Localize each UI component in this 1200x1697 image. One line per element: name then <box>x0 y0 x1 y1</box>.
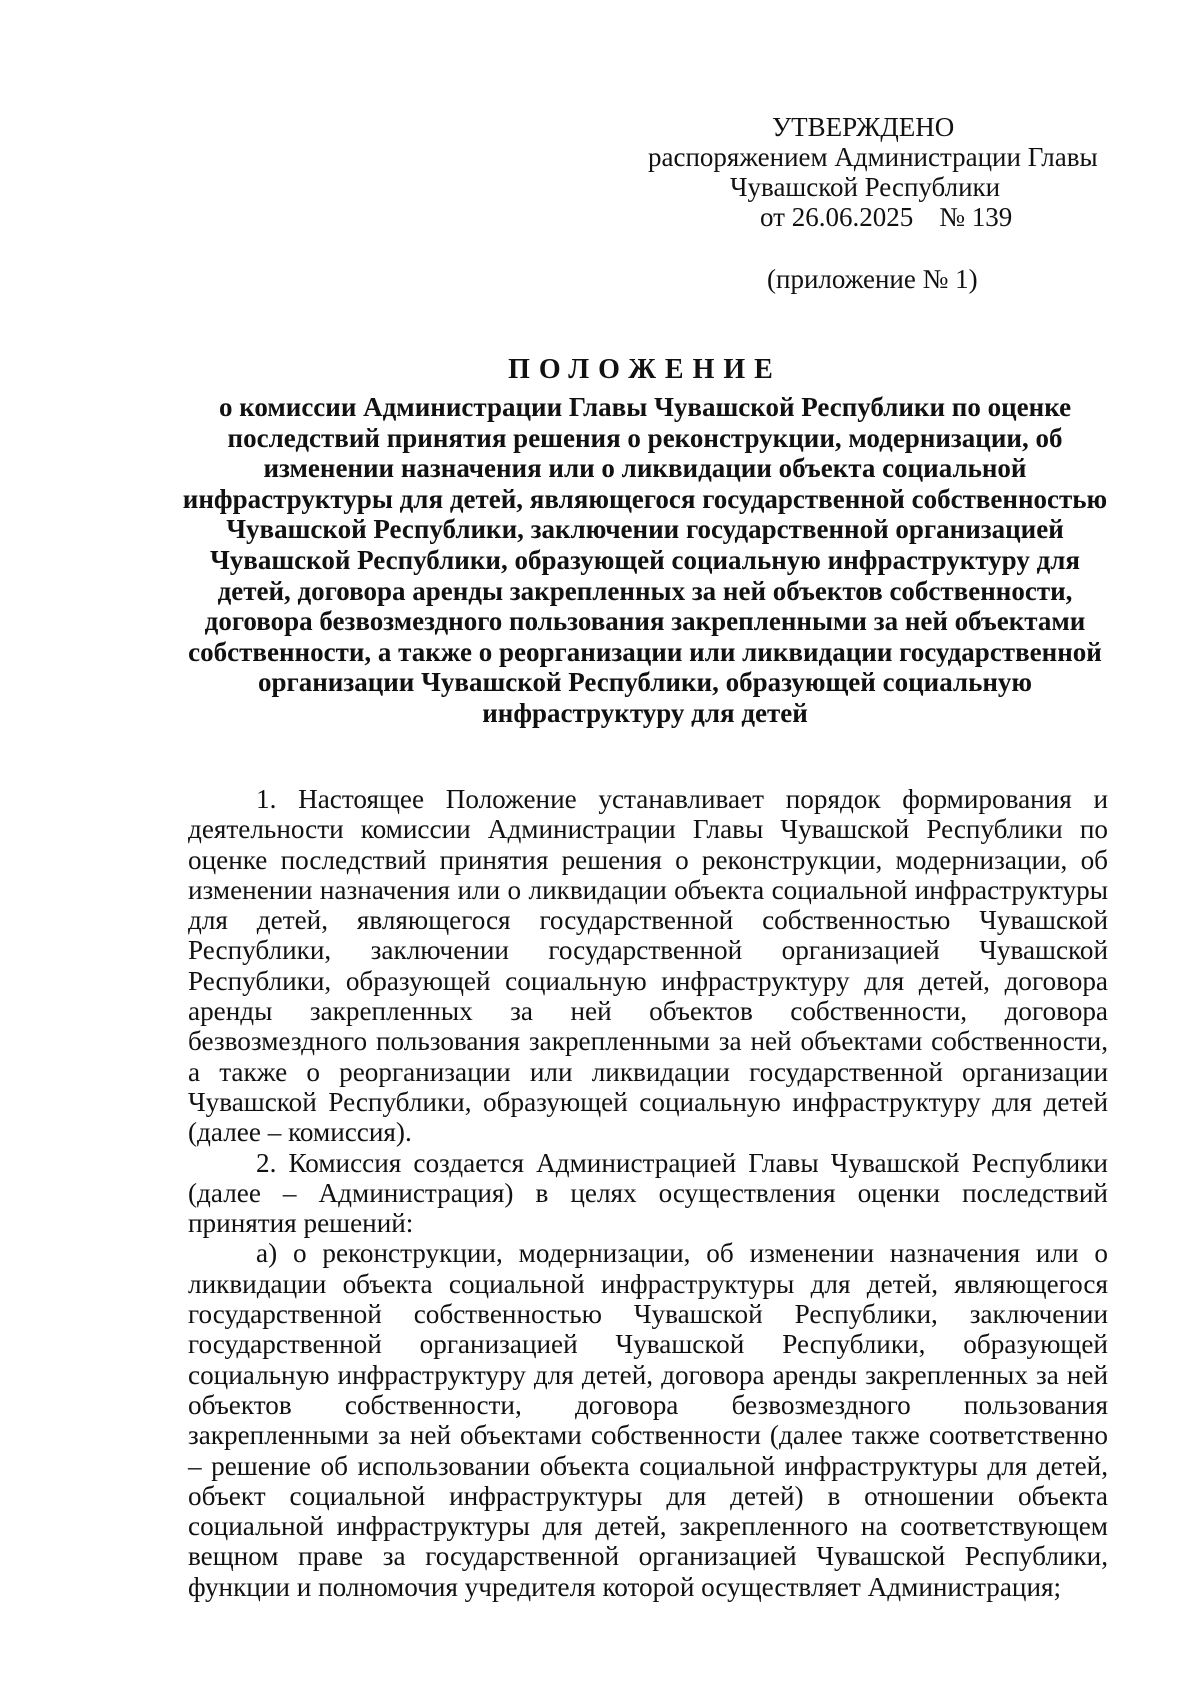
document-subtitle: о комиссии Администрации Главы Чувашской Республики по оценке последствий принятия решения о реконструкции, модернизации, об изменении назначения или о ликвидации объекта социальной инфраструктуры для детей, являющегося государственной собственностью Чувашской Республики, заключении государственной организацией Чувашской Республики, образующей социальную инфраструктуру для детей, договора аренды закрепленных за ней объектов собственности, договора безвозмездного пользования закрепленными за ней объектами собственности, а также о реорганизации или ликвидации государственной организации Чувашской Республики, образующей социальную инфраструктуру для детей <box>182 392 1108 728</box>
approval-heading: УТВЕРЖДЕНО <box>772 112 955 142</box>
appendix-label: (приложение № 1) <box>767 264 978 294</box>
approval-block <box>620 112 1120 232</box>
approval-authority: распоряжением Администрации Главы <box>648 142 1098 172</box>
approval-number: № 139 <box>939 202 1013 232</box>
paragraph-2: 2. Комиссия создается Администрацией Главы Чувашской Республики (далее – Администрация) в целях осуществления оценки последствий принятия решений: <box>188 1147 1108 1239</box>
document-title: ПОЛОЖЕНИЕ <box>508 354 782 385</box>
approval-region: Чувашской Республики <box>730 172 1001 202</box>
document-body <box>188 784 1108 1602</box>
approval-date-number <box>620 202 1120 232</box>
paragraph-1: 1. Настоящее Положение устанавливает порядок формирования и деятельности комиссии Администрации Главы Чувашской Республики по оценке последствий принятия решения о реконструкции, модернизации, об изменении назначения или о ликвидации объекта социальной инфраструктуры для детей, являющегося государственной собственностью Чувашской Республики, заключении государственной организацией Чувашской Республики, образующей социальную инфраструктуру для детей, договора аренды закрепленных за ней объектов собственности, договора безвозмездного пользования закрепленными за ней объектами собственности, а также о реорганизации или ликвидации государственной организации Чувашской Республики, образующей социальную инфраструктуру для детей (далее – комиссия). <box>188 784 1108 1148</box>
paragraph-2a: а) о реконструкции, модернизации, об изменении назначения или о ликвидации объекта социальной инфраструктуры для детей, являющегося государственной собственностью Чувашской Республики, заключении государственной организацией Чувашской Республики, образующей социальную инфраструктуру для детей, договора аренды закрепленных за ней объектов собственности, договора безвозмездного пользования закрепленными за ней объектами собственности (далее также соответственно – решение об использовании объекта социальной инфраструктуры для детей, объект социальной инфраструктуры для детей) в отношении объекта социальной инфраструктуры для детей, закрепленного на соответствующем вещном праве за государственной организацией Чувашской Республики, функции и полномочия учредителя которой осуществляет Администрация; <box>188 1238 1108 1602</box>
approval-date: от 26.06.2025 <box>760 202 914 232</box>
